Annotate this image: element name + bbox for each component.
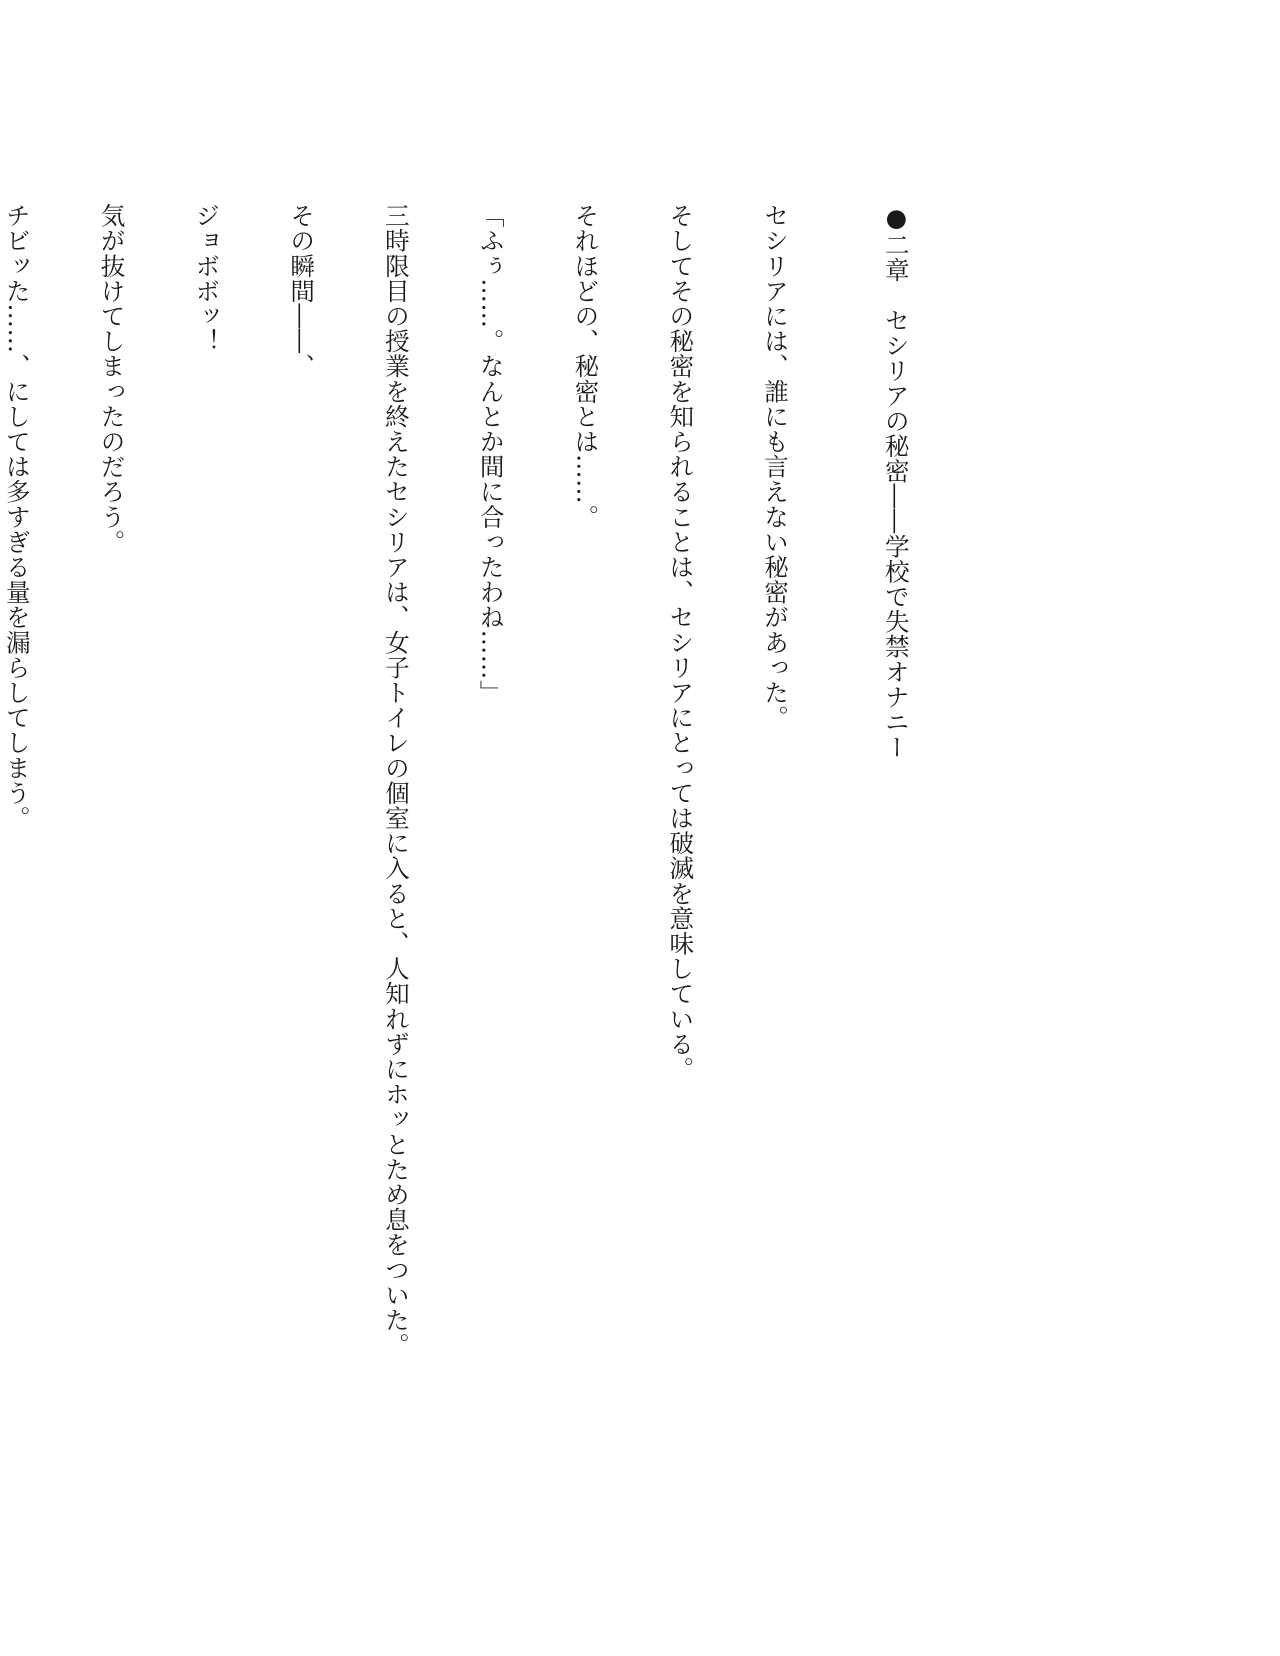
paragraph: そしてその秘密を知られることは、セシリアにとっては破滅を意味している。 [666,203,696,1082]
chapter-title: ●二章 セシリアの秘密――学校で失禁オナニー [881,203,911,760]
paragraph: 気が抜けてしまったのだろう。 [97,203,127,555]
paragraph: その瞬間――、 [287,203,317,379]
paragraph: それほどの、秘密とは……。 [571,203,601,530]
vertical-text-body [2,203,975,1473]
paragraph: チビッた……、にしては多すぎる量を漏らしてしまう。 [2,203,32,831]
paragraph: セシリアには、誰にも言えない秘密があった。 [761,203,791,731]
paragraph: ジョボボッ！ [192,203,222,354]
paragraph: 「ふぅ……。なんとか間に合ったわね……」 [476,203,506,705]
paragraph: 三時限目の授業を終えたセシリアは、女子トイレの個室に入ると、人知れずにホッとため息をついた。 [381,203,411,1358]
